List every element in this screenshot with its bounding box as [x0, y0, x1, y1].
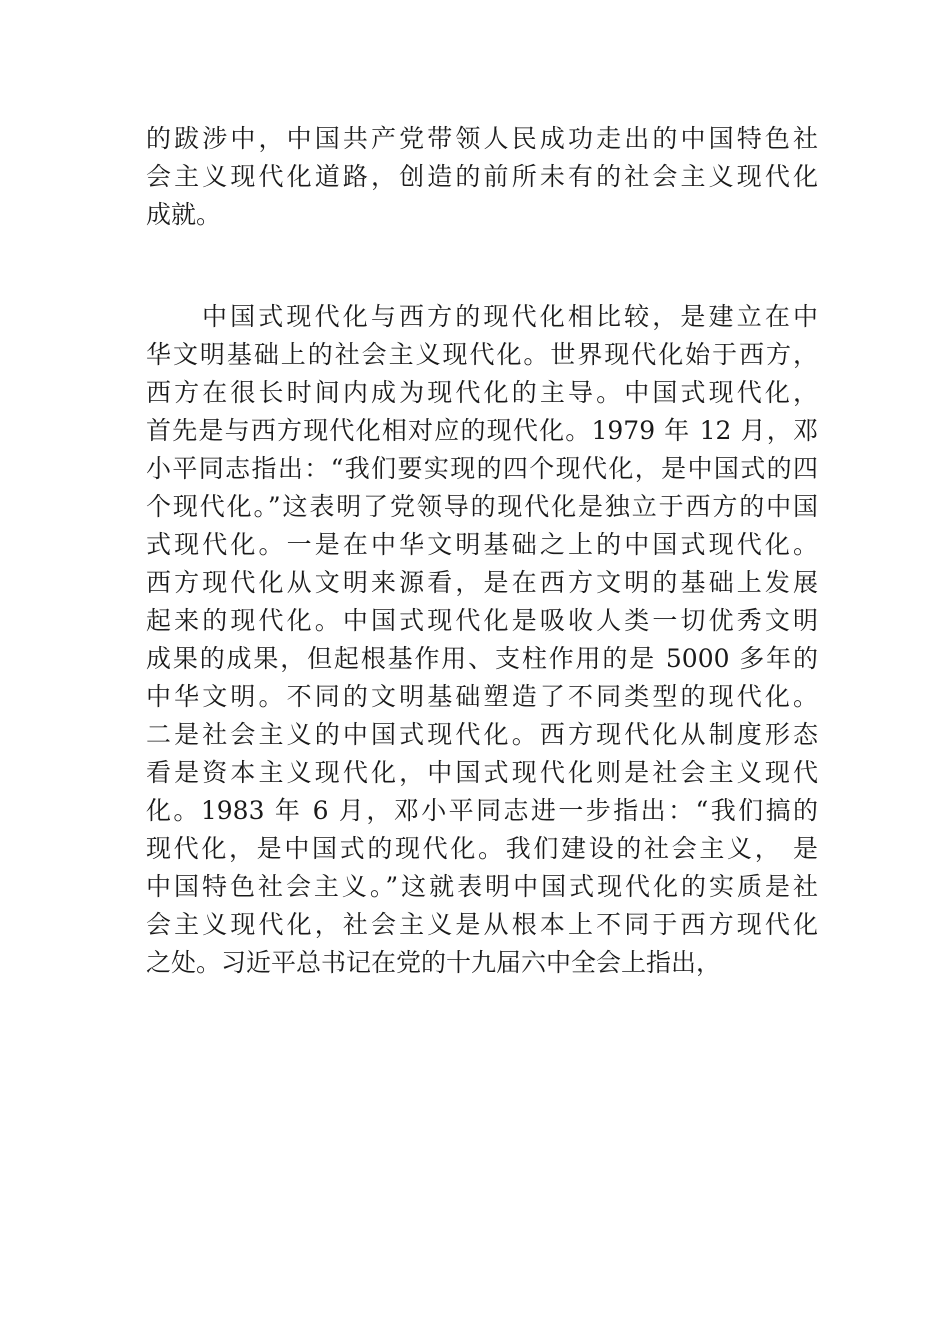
text-line: 个现代化。”这表明了党领导的现代化是独立于西方的中国 — [146, 492, 818, 521]
text-line: 中华文明。不同的文明基础塑造了不同类型的现代化。 — [146, 682, 818, 711]
paragraph-2 — [146, 298, 818, 982]
text-line: 成就。 — [146, 200, 222, 229]
text-line: 式现代化。一是在中华文明基础之上的中国式现代化。 — [146, 530, 818, 559]
text-line: 华文明基础上的社会主义现代化。世界现代化始于西方， — [146, 340, 818, 369]
text-line: 西方在很长时间内成为现代化的主导。中国式现代化， — [146, 378, 818, 407]
text-line: 化。1983 年 6 月，邓小平同志进一步指出：“我们搞的 — [146, 796, 818, 825]
text-line: 会主义现代化，社会主义是从根本上不同于西方现代化 — [146, 910, 818, 939]
text-line: 二是社会主义的中国式现代化。西方现代化从制度形态 — [146, 720, 818, 749]
text-line: 小平同志指出：“我们要实现的四个现代化，是中国式的四 — [146, 454, 818, 483]
text-line: 西方现代化从文明来源看，是在西方文明的基础上发展 — [146, 568, 818, 597]
text-line: 会主义现代化道路，创造的前所未有的社会主义现代化 — [146, 162, 818, 191]
text-line: 成果的成果，但起根基作用、支柱作用的是 5000 多年的 — [146, 644, 818, 673]
text-line: 之处。习近平总书记在党的十九届六中全会上指出， — [146, 948, 722, 977]
paragraph-1 — [146, 120, 818, 234]
text-line: 起来的现代化。中国式现代化是吸收人类一切优秀文明 — [146, 606, 818, 635]
text-line: 首先是与西方现代化相对应的现代化。1979 年 12 月，邓 — [146, 416, 818, 445]
text-line: 中国特色社会主义。”这就表明中国式现代化的实质是社 — [146, 872, 818, 901]
text-line: 的跋涉中，中国共产党带领人民成功走出的中国特色社 — [146, 124, 818, 153]
text-line: 现代化，是中国式的现代化。我们建设的社会主义， 是 — [146, 834, 818, 863]
text-line: 看是资本主义现代化，中国式现代化则是社会主义现代 — [146, 758, 818, 787]
text-line: 中国式现代化与西方的现代化相比较，是建立在中 — [202, 302, 818, 331]
